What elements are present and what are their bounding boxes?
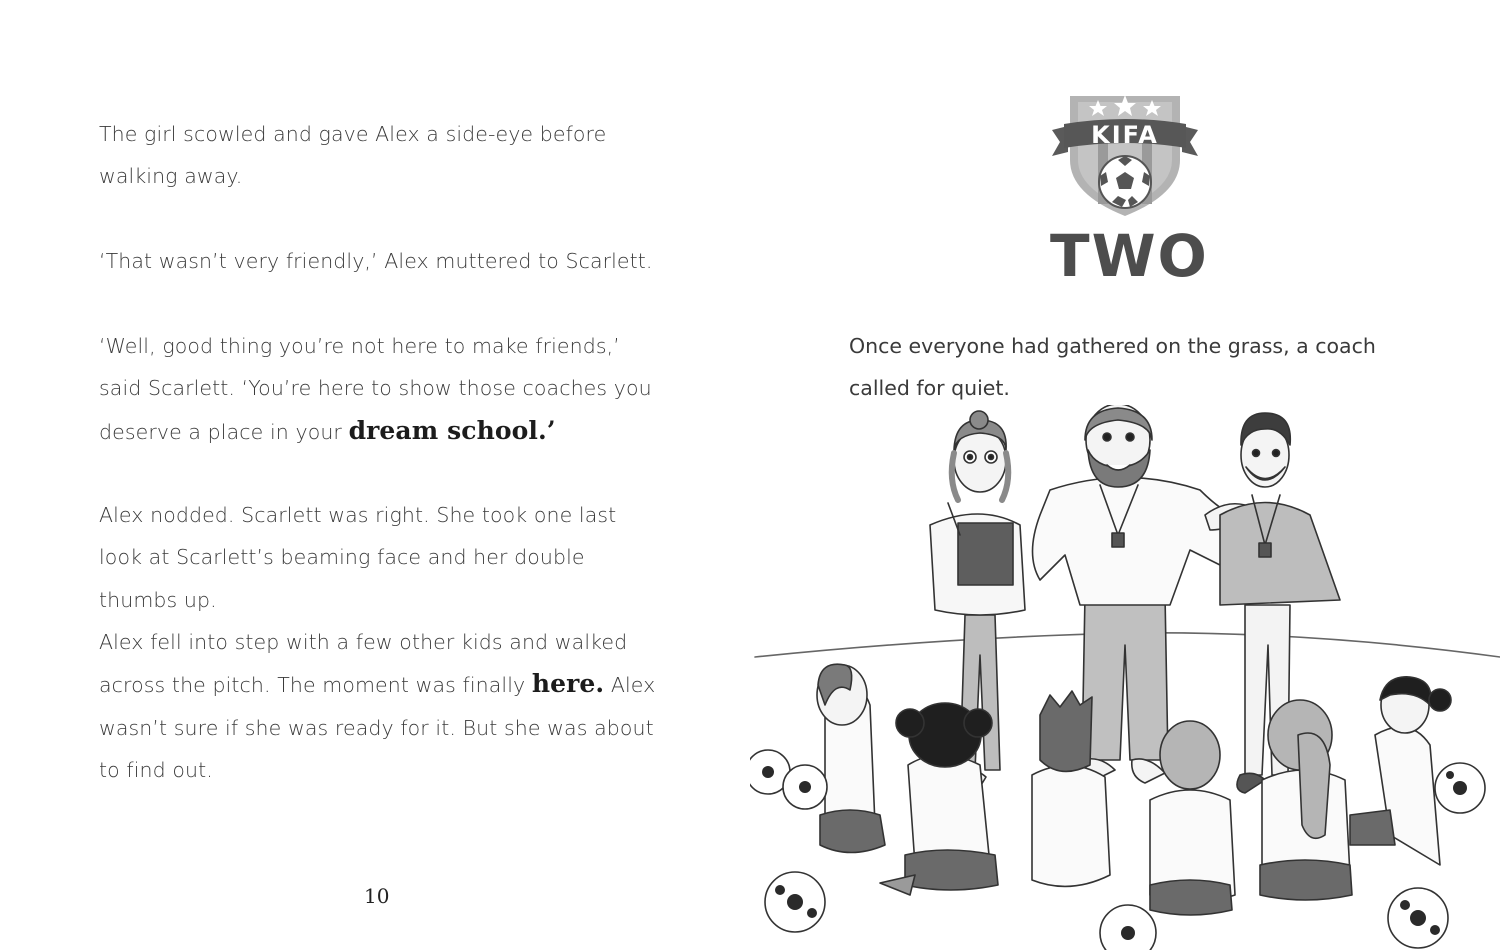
svg-text:KIFA: KIFA [1091,121,1159,149]
child-5 [1260,700,1352,900]
soccer-ball-icon [1099,156,1151,208]
child-2 [880,703,998,895]
coaches-and-children-illustration [750,405,1500,950]
paragraph-4: Alex nodded. Scarlett was right. She took one last look at Scarlett’s beaming face and her double thumbs up. [99,503,617,612]
emphasis-here: here. [531,669,605,699]
child-4 [1150,721,1235,915]
paragraph-5: Alex fell into step with a few other kids and walked across the pitch. The moment was finally here. Alex wasn’t sure if she was ready for it. But she was about to find out. [99,630,656,782]
chapter-title: TWO [1050,222,1209,290]
child-1 [817,664,885,852]
child-6 [1350,677,1451,865]
emphasis-dream-school: dream school.’ [348,415,556,445]
right-page [750,0,1500,950]
paragraph-2: ‘That wasn’t very friendly,’ Alex muttered to Scarlett. [99,249,653,273]
paragraph-right-1: Once everyone had gathered on the grass, a coach called for quiet. [849,334,1376,401]
kifa-crest-logo [1050,90,1200,218]
page-number: 10 [364,884,390,908]
paragraph-3: ‘Well, good thing you’re not here to make friends,’ said Scarlett. ‘You’re here to show those coaches you deserve a place in your dream school.’ [99,334,652,445]
paragraph-1: The girl scowled and gave Alex a side-eye before walking away. [99,122,607,189]
